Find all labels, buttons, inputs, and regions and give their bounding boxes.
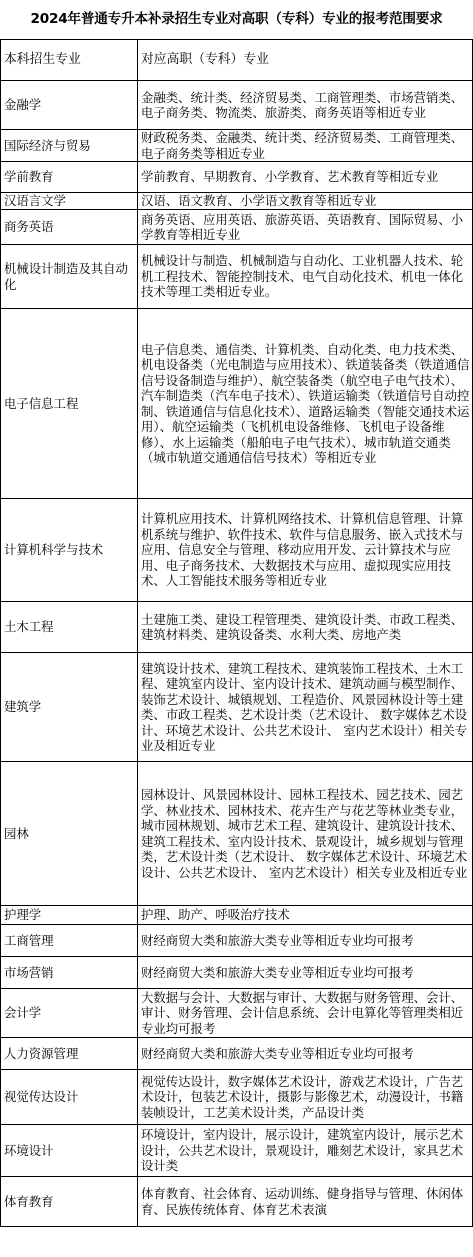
eligible-scope-cell: 电子信息类、通信类、计算机类、自动化类、电力技术类、机电设备类（光电制造与应用技术）、铁道装备类（铁道通信信号设备制造与维护）、航空装备类（航空电子电气技术）、汽车制造类（汽车电子技术）、铁道运输类（铁道信号自动控制、铁道通信与信息化技术）、道路运输类（智能交通技术运用）、航空运输类（飞机机电设备维修、飞机电子设备维修）、水上运输类（船舶电子电气技术）、城市轨道交通类（城市轨道交通通信信号技术）等相近专业 [138,309,473,499]
eligible-scope-cell: 园林设计、风景园林设计、园林工程技术、园艺技术、园艺学、林业技术、园林技术、花卉生产与花艺等林业类专业，城市园林规划、城市艺术工程、建筑设计、建筑设计技术、建筑工程技术、室内设计技术、景观设计，城乡规划与管理类，艺术设计类（艺术设计、 数字媒体艺术设计、环境艺术设计、公共艺术设计、 室内艺术设计）相关专业及相近专业 [138,762,473,906]
table-row [1,130,473,162]
column-header: 对应高职（专科）专业 [138,40,473,81]
eligible-scope-cell: 视觉传达设计，数字媒体艺术设计，游戏艺术设计，广告艺术设计，包装艺术设计，摄影与影像艺术，动漫设计，书籍装帧设计，工艺美术设计类，产品设计类 [138,1070,473,1125]
eligible-scope-cell: 环境设计，室内设计，展示设计，建筑室内设计，展示艺术设计，公共艺术设计，景观设计，雕刻艺术设计，家具艺术设计类 [138,1125,473,1177]
major-name-cell: 电子信息工程 [1,309,138,499]
major-name-cell: 学前教育 [1,162,138,193]
table-row [1,957,473,989]
table-row [1,193,473,210]
major-name-cell: 市场营销 [1,957,138,989]
table-row [1,499,473,602]
page-title: 2024年普通专升本补录招生专业对高职（专科）专业的报考范围要求 [30,11,443,27]
major-name-cell: 人力资源管理 [1,1038,138,1070]
eligible-scope-cell: 土建施工类、建设工程管理类、建筑设计类、市政工程类、建筑材料类、建筑设备类、水利大类、房地产类 [138,602,473,653]
major-name-cell: 商务英语 [1,210,138,245]
major-name-cell: 会计学 [1,989,138,1038]
table-row [1,1070,473,1125]
eligible-scope-cell: 财经商贸大类和旅游大类专业等相近专业均可报考 [138,957,473,989]
column-header: 本科招生专业 [1,40,138,81]
major-name-cell: 汉语言文学 [1,193,138,210]
major-name-cell: 金融学 [1,81,138,130]
eligible-scope-cell: 大数据与会计、大数据与审计、大数据与财务管理、会计、审计、财务管理、会计信息系统、会计电算化等管理类相近专业均可报考 [138,989,473,1038]
eligible-scope-cell: 商务英语、应用英语、旅游英语、英语教育、国际贸易、小学教育等相近专业 [138,210,473,245]
eligible-scope-cell: 学前教育、早期教育、小学教育、艺术教育等相近专业 [138,162,473,193]
eligible-scope-cell: 机械设计与制造、机械制造与自动化、工业机器人技术、轮机工程技术、智能控制技术、电气自动化技术、机电一体化技术等理工类相近专业。 [138,245,473,309]
table-row [1,245,473,309]
table-row [1,1038,473,1070]
major-name-cell: 建筑学 [1,653,138,762]
table-row [1,162,473,193]
major-name-cell: 土木工程 [1,602,138,653]
table-row [1,762,473,906]
major-name-cell: 园林 [1,762,138,906]
major-name-cell: 环境设计 [1,1125,138,1177]
major-name-cell: 护理学 [1,906,138,925]
table-row [1,210,473,245]
eligible-scope-cell: 财经商贸大类和旅游大类专业等相近专业均可报考 [138,925,473,957]
table-row [1,602,473,653]
eligible-scope-cell: 计算机应用技术、计算机网络技术、计算机信息管理、计算机系统与维护、软件技术、软件与信息服务、嵌入式技术与应用、信息安全与管理、移动应用开发、云计算技术与应用、电子商务技术、大数据技术与应用、虚拟现实应用技术、人工智能技术服务等相近专业 [138,499,473,602]
table-row [1,309,473,499]
eligible-scope-cell: 财经商贸大类和旅游大类专业等相近专业均可报考 [138,1038,473,1070]
eligible-scope-cell: 体育教育、社会体育、运动训练、健身指导与管理、休闲体育、民族传统体育、体育艺术表演 [138,1177,473,1227]
table-row [1,925,473,957]
table-row [1,653,473,762]
major-name-cell: 体育教育 [1,1177,138,1227]
table-header-row [1,40,473,81]
table-row [1,1177,473,1227]
eligible-scope-cell: 建筑设计技术、建筑工程技术、建筑装饰工程技术、土木工程、建筑室内设计、室内设计技术、建筑动画与模型制作、装饰艺术设计、城镇规划、工程造价、风景园林设计等土建类、市政工程类、艺术设计类（艺术设计、 数字媒体艺术设计、环境艺术设计、公共艺术设计、 室内艺术设计）相关专业及相近专业 [138,653,473,762]
major-requirements-table [0,39,473,1227]
major-name-cell: 计算机科学与技术 [1,499,138,602]
major-name-cell: 国际经济与贸易 [1,130,138,162]
eligible-scope-cell: 汉语、语文教育、小学语文教育等相近专业 [138,193,473,210]
eligible-scope-cell: 财政税务类、金融类、统计类、经济贸易类、工商管理类、电子商务类等相近专业 [138,130,473,162]
major-name-cell: 机械设计制造及其自动化 [1,245,138,309]
table-row [1,1125,473,1177]
table-row [1,906,473,925]
eligible-scope-cell: 护理、助产、呼吸治疗技术 [138,906,473,925]
major-name-cell: 视觉传达设计 [1,1070,138,1125]
major-name-cell: 工商管理 [1,925,138,957]
table-row [1,989,473,1038]
table-row [1,81,473,130]
eligible-scope-cell: 金融类、统计类、经济贸易类、工商管理类、市场营销类、电子商务类、物流类、旅游类、商务英语等相近专业 [138,81,473,130]
